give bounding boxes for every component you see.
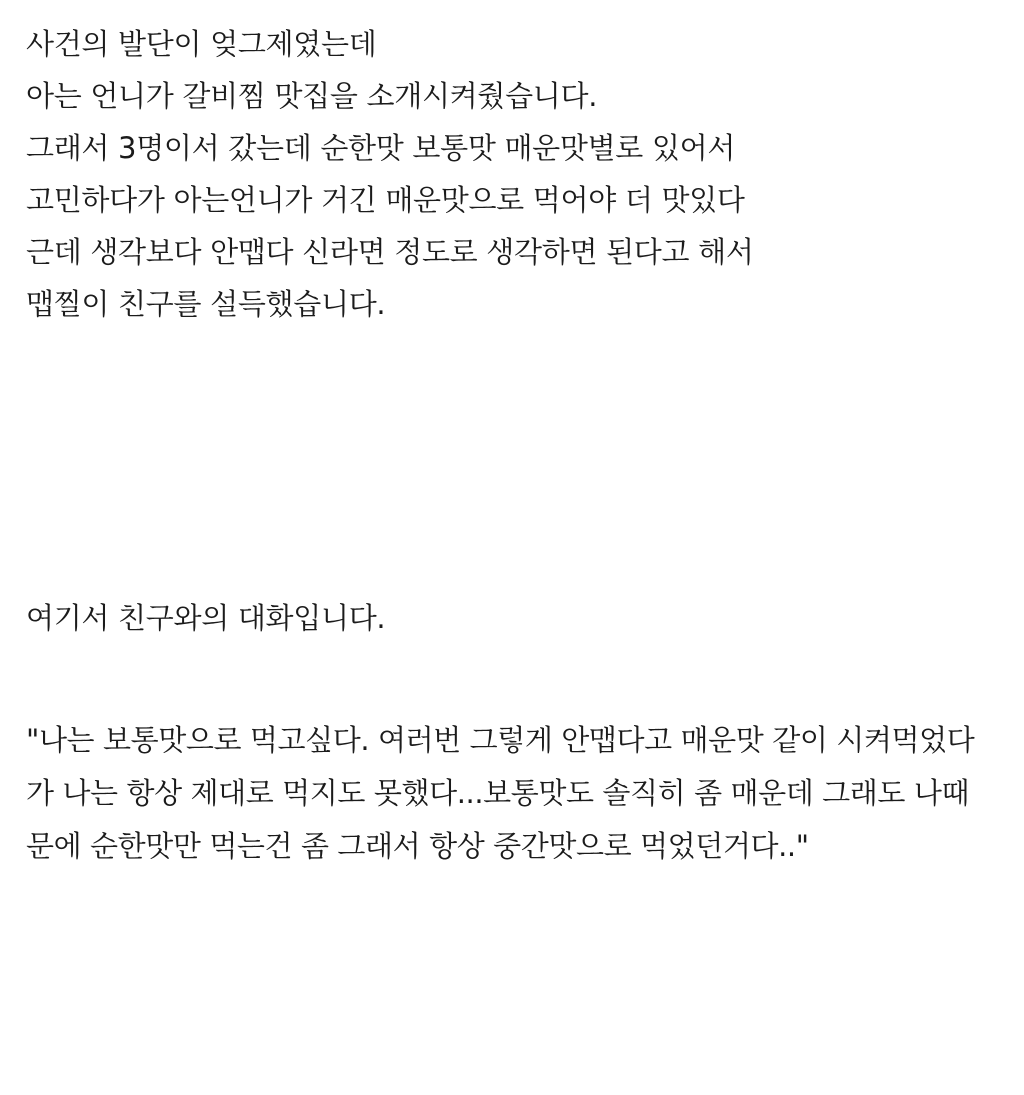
intro-line-4: 고민하다가 아는언니가 거긴 매운맛으로 먹어야 더 맛있다 [26,183,745,217]
intro-paragraph [26,18,998,330]
paragraph-gap-1 [26,330,998,592]
intro-line-2: 아는 언니가 갈비찜 맛집을 소개시켜줬습니다. [26,79,598,113]
intro-line-5: 근데 생각보다 안맵다 신라면 정도로 생각하면 된다고 해서 [26,235,754,269]
section-heading: 여기서 친구와의 대화입니다. [26,601,386,635]
quote-paragraph: "나는 보통맛으로 먹고싶다. 여러번 그렇게 안맵다고 매운맛 같이 시켜먹었다가 나는 항상 제대로 먹지도 못했다...보통맛도 솔직히 좀 매운데 그래도 나때문에 순한맛만 먹는건 좀 그래서 항상 중간맛으로 먹었던거다.." [26,723,975,863]
intro-line-3: 그래서 3명이서 갔는데 순한맛 보통맛 매운맛별로 있어서 [26,131,736,165]
intro-line-1: 사건의 발단이 엊그제였는데 [26,27,377,61]
paragraph-gap-2 [26,644,998,714]
intro-line-6: 맵찔이 친구를 설득했습니다. [26,287,386,321]
